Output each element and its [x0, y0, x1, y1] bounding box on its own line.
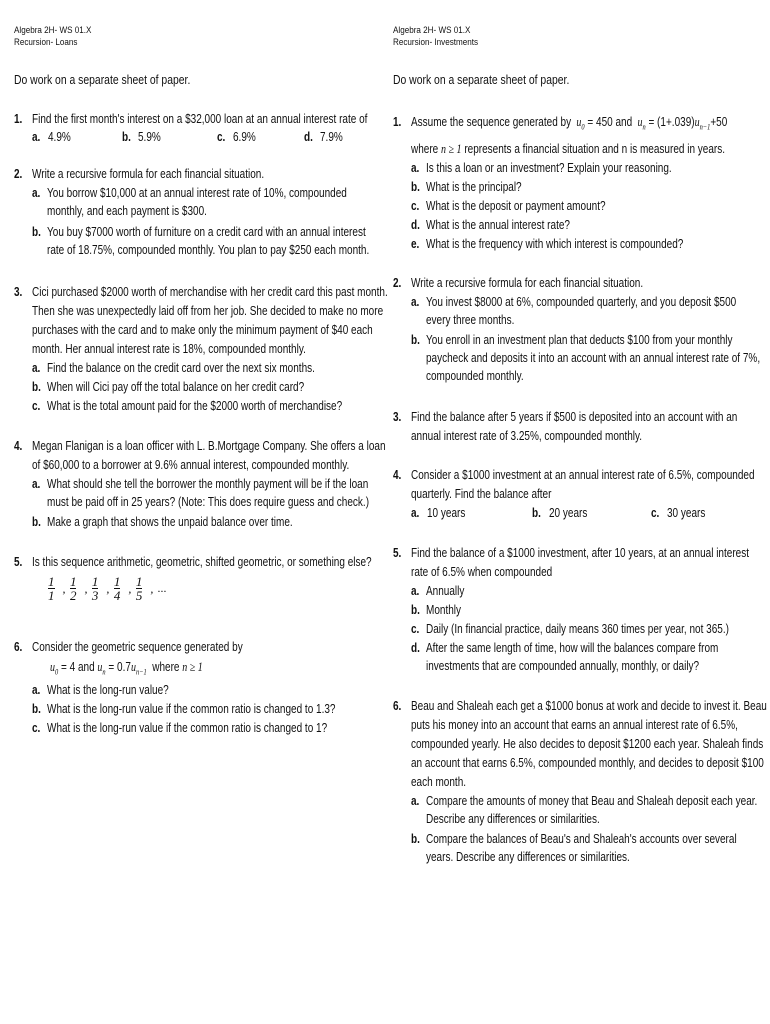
part-text: Annually [426, 584, 465, 598]
part-text: every three months. [426, 313, 515, 327]
choice-label: a. [411, 506, 420, 520]
question-number: 6. [393, 699, 402, 713]
part-label: d. [411, 218, 420, 232]
part-label: a. [411, 794, 420, 808]
choice-text: 7.9% [320, 130, 343, 144]
question-text: Then she was unexpectedly laid off from her job. She decided to make no more [32, 304, 384, 318]
part-label: a. [411, 584, 420, 598]
part-text: When will Cici pay off the total balance on her credit card? [47, 380, 305, 394]
question-text: compounded yearly. He also decides to deposit $1200 each year. Shaleah finds [411, 737, 764, 751]
part-text: Find the balance on the credit card over the next six months. [47, 361, 315, 375]
part-label: c. [32, 399, 41, 413]
question-text: purchases with the card and to make only the minimum payment of $40 each [32, 323, 373, 337]
part-label: c. [411, 622, 420, 636]
part-label: a. [32, 477, 41, 491]
choice-label: a. [32, 130, 41, 144]
part-text: After the same length of time, how will the balances compare from [426, 641, 719, 655]
fraction: $\frac{1}{5}$ [135, 574, 143, 603]
choice-label: b. [532, 506, 541, 520]
question-text: Cici purchased $2000 worth of merchandise with her credit card this past month. [32, 285, 388, 299]
part-text: compounded monthly. [426, 369, 524, 383]
choice-text: 5.9% [138, 130, 161, 144]
fraction: $\frac{1}{1}$ [48, 574, 55, 603]
question-text: Write a recursive formula for each financial situation. [32, 167, 265, 181]
question-number: 2. [393, 276, 402, 290]
question-text: Is this sequence arithmetic, geometric, shifted geometric, or something else? [32, 555, 372, 569]
part-text: You enroll in an investment plan that deducts $100 from your monthly [426, 333, 733, 347]
question-text: month. Her annual interest rate is 18%, compounded monthly. [32, 342, 306, 356]
question-text: Consider the geometric sequence generated by [32, 640, 243, 654]
part-label: c. [32, 721, 41, 735]
part-text: must be paid off in 25 years? (Note: This does require guess and check.) [47, 495, 370, 509]
part-label: c. [411, 199, 420, 213]
question-text: Write a recursive formula for each financial situation. [411, 276, 644, 290]
sequence-fractions: $\frac{1}{1}$ , $\frac{1}{2}$ , $\frac{1}{3}$ , $\frac{1}{4}$ , $\frac{1}{5}$ , ... [48, 574, 167, 603]
header-topic: Recursion- Loans [14, 37, 78, 47]
part-text: You invest $8000 at 6%, compounded quarterly, and you deposit $500 [426, 295, 737, 309]
part-text: Daily (In financial practice, daily means 360 times per year, not 365.) [426, 622, 729, 636]
part-text: What is the long-run value if the common ratio is changed to 1? [47, 721, 328, 735]
part-label: b. [411, 333, 420, 347]
part-label: a. [411, 161, 420, 175]
question-text: Find the balance after 5 years if $500 is deposited into an account with an [411, 410, 738, 424]
question-number: 1. [393, 115, 402, 129]
question-text: Find the balance of a $1000 investment, after 10 years, at an annual interest [411, 546, 749, 560]
part-label: a. [32, 683, 41, 697]
part-text: Describe any differences or similarities. [426, 812, 600, 826]
part-label: b. [32, 702, 41, 716]
question-text: Beau and Shaleah each get a $1000 bonus at work and decide to invest it. Beau [411, 699, 767, 713]
worksheet-header [14, 24, 100, 48]
part-text: Make a graph that shows the unpaid balance over time. [47, 515, 293, 529]
question-text: Consider a $1000 investment at an annual interest rate of 6.5%, compounded [411, 468, 755, 482]
fraction: $\frac{1}{2}$ [69, 574, 77, 603]
part-text: paycheck and deposits it into an account with an annual interest rate of 7%, [426, 351, 761, 365]
instruction-text: Do work on a separate sheet of paper. [14, 72, 191, 87]
question-text: puts his money into an account that earns an annual interest rate of 6.5%, [411, 718, 738, 732]
part-text: investments that are compounded annually, monthly, or daily? [426, 659, 700, 673]
header-course: Algebra 2H- WS 01.X [14, 25, 92, 35]
question-number: 3. [14, 285, 23, 299]
part-text: What is the annual interest rate? [426, 218, 570, 232]
choice-text: 6.9% [233, 130, 256, 144]
choice-text: 4.9% [48, 130, 71, 144]
choice-label: b. [122, 130, 131, 144]
question-number: 5. [14, 555, 23, 569]
choice-label: d. [304, 130, 313, 144]
part-text: years. Describe any differences or similarities. [426, 850, 630, 864]
question-text: Megan Flanigan is a loan officer with L. B.Mortgage Company. She offers a loan [32, 439, 386, 453]
header-course: Algebra 2H- WS 01.X [393, 25, 471, 35]
recursive-formula: $u_0 = 4$ and $u_n = 0.7u_{n-1}$ where n ≥ 1 [50, 660, 203, 677]
part-text: monthly, and each payment is $300. [47, 204, 207, 218]
question-number: 6. [14, 640, 23, 654]
question-text: Find the first month's interest on a $32,000 loan at an annual interest rate of [32, 112, 368, 126]
question-text: rate of 6.5% when compounded [411, 565, 553, 579]
part-label: a. [411, 295, 420, 309]
part-text: What is the long-run value if the common ratio is changed to 1.3? [47, 702, 336, 716]
question-number: 1. [14, 112, 23, 126]
part-label: e. [411, 237, 420, 251]
part-label: a. [32, 361, 41, 375]
question-number: 3. [393, 410, 402, 424]
question-text: annual interest rate of 3.25%, compounded monthly. [411, 429, 643, 443]
choice-label: c. [217, 130, 226, 144]
question-text: Assume the sequence generated by $u_0 = 450$ and $u_n = (1+.039)u_{n-1}+50$ [411, 115, 728, 132]
part-text: You buy $7000 worth of furniture on a credit card with an annual interest [47, 225, 366, 239]
part-label: b. [411, 832, 420, 846]
question-text: quarterly. Find the balance after [411, 487, 552, 501]
part-label: d. [411, 641, 420, 655]
header-topic: Recursion- Investments [393, 37, 479, 47]
part-text: What is the frequency with which interest is compounded? [426, 237, 684, 251]
choice-label: c. [651, 506, 660, 520]
question-number: 2. [14, 167, 23, 181]
choice-text: 30 years [667, 506, 706, 520]
part-text: Monthly [426, 603, 462, 617]
question-number: 5. [393, 546, 402, 560]
part-label: a. [32, 186, 41, 200]
part-label: b. [411, 603, 420, 617]
part-label: b. [411, 180, 420, 194]
question-text: of $60,000 to a borrower at 9.6% annual interest, compounded monthly. [32, 458, 350, 472]
part-label: b. [32, 225, 41, 239]
part-text: What is the principal? [426, 180, 522, 194]
part-text: You borrow $10,000 at an annual interest rate of 10%, compounded [47, 186, 347, 200]
part-text: What should she tell the borrower the monthly payment will be if the loan [47, 477, 369, 491]
question-number: 4. [14, 439, 23, 453]
part-text: Is this a loan or an investment? Explain your reasoning. [426, 161, 672, 175]
fraction: $\frac{1}{4}$ [113, 574, 121, 603]
worksheet-header [393, 24, 488, 48]
question-text: each month. [411, 775, 467, 789]
fraction: $\frac{1}{3}$ [91, 574, 99, 603]
instruction-text: Do work on a separate sheet of paper. [393, 72, 570, 87]
part-text: Compare the balances of Beau's and Shaleah's accounts over several [426, 832, 737, 846]
choice-text: 10 years [427, 506, 466, 520]
question-text: an account that earns 6.5%, compounded monthly, and decides to deposit $100 [411, 756, 764, 770]
part-text: What is the total amount paid for the $2000 worth of merchandise? [47, 399, 343, 413]
question-number: 4. [393, 468, 402, 482]
part-text: Compare the amounts of money that Beau and Shaleah deposit each year. [426, 794, 758, 808]
part-label: b. [32, 515, 41, 529]
part-text: What is the long-run value? [47, 683, 169, 697]
part-label: b. [32, 380, 41, 394]
part-text: rate of 18.75%, compounded monthly. You plan to pay $250 each month. [47, 243, 370, 257]
question-text: where n ≥ 1 represents a financial situation and n is measured in years. [411, 142, 726, 156]
choice-text: 20 years [549, 506, 588, 520]
part-text: What is the deposit or payment amount? [426, 199, 606, 213]
ellipsis: ... [157, 581, 167, 595]
